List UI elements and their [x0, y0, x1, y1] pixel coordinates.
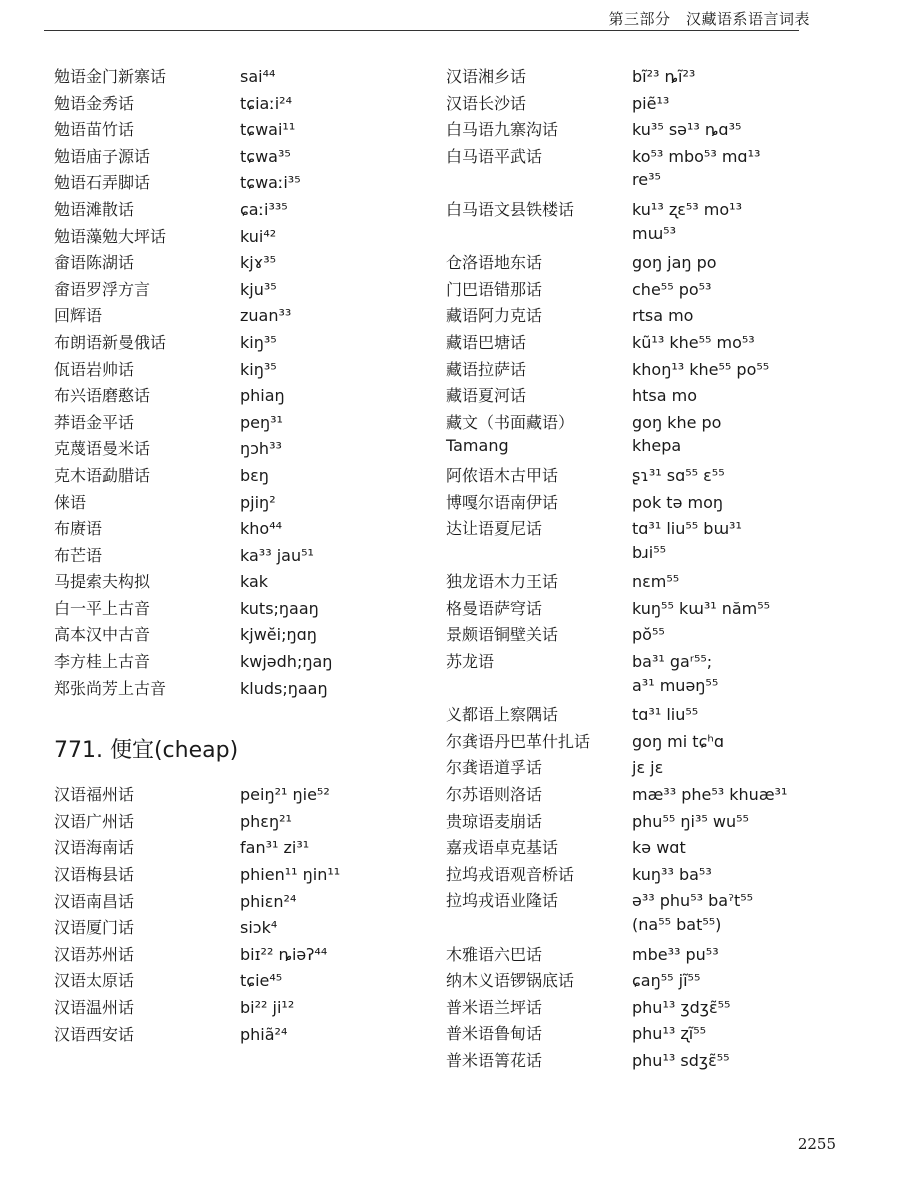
list-item: [54, 410, 434, 437]
language-name: 尔苏语则洛话: [446, 785, 543, 805]
word-form: mɯ⁵³: [632, 223, 676, 243]
list-item: [446, 622, 876, 649]
language-name: 拉坞戎语业隆话: [446, 891, 559, 911]
word-form: siɔk⁴: [240, 918, 278, 938]
language-name: 佤语岩帅话: [54, 359, 135, 379]
language-name: 藏语阿力克话: [446, 306, 543, 326]
word-form: ku¹³ ʐɛ⁵³ mo¹³: [632, 199, 742, 219]
list-item: [446, 303, 876, 330]
list-item: [54, 915, 434, 942]
word-form: goŋ jaŋ po: [632, 253, 717, 273]
word-form: pjiŋ²: [240, 492, 276, 512]
list-item: [446, 117, 876, 144]
list-item: [54, 649, 434, 676]
language-name: 布朗语新曼俄话: [54, 332, 167, 352]
word-form: khoŋ¹³ khe⁵⁵ po⁵⁵: [632, 359, 770, 379]
word-form: kjwĕi;ŋɑŋ: [240, 625, 317, 645]
page-number: 2255: [797, 1135, 836, 1153]
list-item: [446, 702, 876, 729]
list-item: [446, 968, 876, 995]
list-item: [446, 436, 876, 463]
word-form: tɑ³¹ liu⁵⁵: [632, 705, 699, 725]
language-name: 贵琼语麦崩话: [446, 811, 543, 831]
word-form: ŋɔh³³: [240, 439, 282, 459]
language-name: 苏龙语: [446, 652, 495, 672]
language-name: 汉语厦门话: [54, 918, 135, 938]
left-column: [54, 64, 434, 1048]
list-item: [446, 357, 876, 384]
list-item: [446, 1021, 876, 1048]
language-name: 勉语金秀话: [54, 93, 135, 113]
list-item: [446, 915, 876, 942]
language-name: 白一平上古音: [54, 598, 151, 618]
language-name: 木雅语六巴话: [446, 944, 543, 964]
language-name: 仓洛语地东话: [446, 253, 543, 273]
word-form: kuŋ⁵⁵ kɯ³¹ năm⁵⁵: [632, 598, 771, 618]
language-name: 李方桂上古音: [54, 652, 151, 672]
language-name: 克木语勐腊话: [54, 465, 151, 485]
word-form: kiŋ³⁵: [240, 359, 277, 379]
list-item: [446, 64, 876, 91]
word-form: phu¹³ ʒdʒɛ̃⁵⁵: [632, 997, 731, 1017]
list-item: [446, 383, 876, 410]
word-form: piẽ¹³: [632, 93, 670, 113]
language-name: 门巴语错那话: [446, 279, 543, 299]
language-name: 克蔑语曼米话: [54, 439, 151, 459]
word-form: goŋ khe po: [632, 412, 722, 432]
language-name: 莽语金平话: [54, 412, 135, 432]
language-name: 俫语: [54, 492, 87, 512]
list-item: [54, 357, 434, 384]
list-item: [446, 197, 876, 224]
list-item: [54, 224, 434, 251]
word-form: kə wɑt: [632, 838, 686, 858]
list-item: [54, 782, 434, 809]
language-name: 阿侬语木古甲话: [446, 465, 559, 485]
word-form: phu⁵⁵ ŋi³⁵ wu⁵⁵: [632, 811, 749, 831]
list-item: [54, 676, 434, 703]
word-form: tɑ³¹ liu⁵⁵ bɯ³¹: [632, 519, 742, 539]
list-item: [54, 490, 434, 517]
language-name: 布赓语: [54, 519, 103, 539]
list-item: [446, 463, 876, 490]
word-form: kjɤ³⁵: [240, 253, 277, 273]
list-item: [446, 676, 876, 703]
list-item: [446, 862, 876, 889]
word-form: pŏ⁵⁵: [632, 625, 665, 645]
word-form: tɕwai¹¹: [240, 120, 296, 140]
list-item: [54, 968, 434, 995]
word-form: mæ³³ phe⁵³ khuæ³¹: [632, 785, 788, 805]
language-name: 郑张尚芳上古音: [54, 678, 167, 698]
word-form: tɕiaːi²⁴: [240, 93, 292, 113]
word-form: khepa: [632, 436, 682, 456]
word-form: ko⁵³ mbo⁵³ mɑ¹³: [632, 146, 761, 166]
list-item: [54, 569, 434, 596]
language-name: 普米语箐花话: [446, 1050, 543, 1070]
language-name: 汉语苏州话: [54, 944, 135, 964]
list-item: [446, 91, 876, 118]
language-name: 藏语夏河话: [446, 386, 527, 406]
word-form: kuts;ŋaaŋ: [240, 598, 319, 618]
language-name: 独龙语木力王话: [446, 572, 559, 592]
list-item: [446, 729, 876, 756]
language-name: 普米语鲁甸话: [446, 1024, 543, 1044]
word-form: ba³¹ gaʳ⁵⁵;: [632, 652, 713, 672]
list-item: [446, 596, 876, 623]
language-name: 回辉语: [54, 306, 103, 326]
word-form: kwjədh;ŋaŋ: [240, 652, 333, 672]
header-rule: [44, 30, 799, 31]
word-form: bĩ²³ ȵĩ²³: [632, 67, 696, 86]
language-name: 畲语陈湖话: [54, 253, 135, 273]
word-form: bi²² ji¹²: [240, 998, 295, 1017]
language-name: 景颇语铜壁关话: [446, 625, 559, 645]
list-item: [446, 410, 876, 437]
language-name: 义都语上察隅话: [446, 705, 559, 725]
list-item: [54, 889, 434, 916]
language-name: 汉语南昌话: [54, 891, 135, 911]
left-list-bottom: [54, 782, 434, 1048]
language-name: 畲语罗浮方言: [54, 279, 151, 299]
list-item: [446, 809, 876, 836]
list-item: [54, 862, 434, 889]
word-form: peŋ³¹: [240, 412, 283, 432]
language-name: 勉语石弄脚话: [54, 173, 151, 193]
language-name: 汉语广州话: [54, 811, 135, 831]
list-item: [446, 755, 876, 782]
language-name: 布芒语: [54, 545, 103, 565]
language-name: 汉语西安话: [54, 1024, 135, 1044]
language-name: 藏语巴塘话: [446, 332, 527, 352]
language-name: 纳木义语锣锅底话: [446, 971, 575, 991]
language-name: 汉语湘乡话: [446, 67, 527, 86]
word-form: bɹi⁵⁵: [632, 542, 667, 562]
word-form: phiɛn²⁴: [240, 891, 297, 911]
language-name: 勉语藻勉大坪话: [54, 226, 167, 246]
word-form: pok tə moŋ: [632, 492, 724, 512]
language-name: 尔龚语道孚话: [446, 758, 543, 778]
list-item: [54, 144, 434, 171]
language-name: 汉语海南话: [54, 838, 135, 858]
language-name: 勉语庙子源话: [54, 146, 151, 166]
word-form: kju³⁵: [240, 279, 277, 299]
language-name: 白马语文县铁楼话: [446, 199, 575, 219]
language-name: 尔龚语丹巴革什扎话: [446, 731, 591, 751]
list-item: [54, 91, 434, 118]
language-name: 汉语太原话: [54, 971, 135, 991]
word-form: kiŋ³⁵: [240, 332, 277, 352]
language-name: 勉语滩散话: [54, 199, 135, 219]
word-form: phu¹³ ʐĩ⁵⁵: [632, 1024, 707, 1044]
word-form: kuŋ³³ ba⁵³: [632, 864, 712, 884]
word-form: kluds;ŋaaŋ: [240, 678, 328, 698]
list-item: [446, 144, 876, 171]
word-form: kak: [240, 572, 269, 592]
word-form: mbe³³ pu⁵³: [632, 944, 719, 964]
list-item: [446, 250, 876, 277]
language-name: 达让语夏尼话: [446, 519, 543, 539]
running-head: 第三部分 汉藏语系语言词表: [608, 10, 810, 28]
language-name: 汉语温州话: [54, 998, 135, 1017]
language-name: 汉语福州话: [54, 785, 135, 805]
word-form: phu¹³ sdʒɛ̃⁵⁵: [632, 1050, 730, 1070]
word-form: rtsa mo: [632, 306, 694, 326]
list-item: [446, 543, 876, 570]
list-item: [446, 330, 876, 357]
list-item: [54, 64, 434, 91]
word-form: htsa mo: [632, 386, 698, 406]
word-form: (na⁵⁵ bat⁵⁵): [632, 915, 722, 934]
list-item: [446, 224, 876, 251]
language-name: 白马语九寨沟话: [446, 120, 559, 140]
word-form: ɕaŋ⁵⁵ jĩ⁵⁵: [632, 971, 701, 991]
list-item: [54, 1022, 434, 1049]
language-name: 白马语平武话: [446, 146, 543, 166]
right-column: [446, 64, 876, 1075]
word-form: tɕwa³⁵: [240, 146, 291, 166]
language-name: Tamang: [446, 436, 509, 456]
list-item: [54, 330, 434, 357]
list-item: [446, 170, 876, 197]
word-form: ʂɿ³¹ sɑ⁵⁵ ɛ⁵⁵: [632, 465, 725, 485]
list-item: [54, 170, 434, 197]
list-item: [54, 995, 434, 1022]
list-item: [54, 622, 434, 649]
list-item: [446, 490, 876, 517]
language-name: 勉语金门新寨话: [54, 67, 167, 86]
word-form: ɕaːi³³⁵: [240, 199, 288, 219]
language-name: 拉坞戎语观音桥话: [446, 864, 575, 884]
word-form: peiŋ²¹ ŋie⁵²: [240, 785, 330, 805]
list-item: [446, 569, 876, 596]
language-name: 布兴语磨憨话: [54, 386, 151, 406]
word-form: kũ¹³ khe⁵⁵ mo⁵³: [632, 332, 755, 352]
word-form: jɛ jɛ: [632, 758, 664, 778]
word-form: nɛm⁵⁵: [632, 572, 680, 592]
list-item: [54, 383, 434, 410]
list-item: [54, 197, 434, 224]
list-item: [446, 277, 876, 304]
word-form: zuan³³: [240, 306, 292, 326]
list-item: [54, 436, 434, 463]
word-form: kho⁴⁴: [240, 519, 283, 539]
language-name: 普米语兰坪话: [446, 997, 543, 1017]
word-form: a³¹ muəŋ⁵⁵: [632, 675, 719, 695]
list-item: [54, 117, 434, 144]
language-name: 嘉戎语卓克基话: [446, 838, 559, 858]
word-form: tɕie⁴⁵: [240, 971, 283, 991]
word-form: phien¹¹ ŋin¹¹: [240, 865, 341, 885]
list-item: [54, 835, 434, 862]
list-item: [446, 1048, 876, 1075]
list-item: [54, 543, 434, 570]
word-form: phiã²⁴: [240, 1024, 288, 1044]
language-name: 高本汉中古音: [54, 625, 151, 645]
list-item: [54, 596, 434, 623]
word-form: goŋ mi tɕʰɑ: [632, 731, 724, 751]
list-item: [54, 516, 434, 543]
word-form: ka³³ jau⁵¹: [240, 545, 314, 565]
list-item: [54, 303, 434, 330]
word-form: tɕwaːi³⁵: [240, 173, 301, 193]
word-form: biɪ²² ȵiəʔ⁴⁴: [240, 944, 328, 964]
list-item: [54, 277, 434, 304]
language-name: 汉语梅县话: [54, 865, 135, 885]
list-item: [446, 782, 876, 809]
word-form: ku³⁵ sə¹³ ȵɑ³⁵: [632, 120, 742, 140]
list-item: [446, 835, 876, 862]
list-item: [54, 942, 434, 969]
language-name: 汉语长沙话: [446, 93, 527, 113]
list-item: [446, 995, 876, 1022]
language-name: 藏语拉萨话: [446, 359, 527, 379]
language-name: 勉语苗竹话: [54, 120, 135, 140]
language-name: 马提索夫构拟: [54, 572, 151, 592]
word-form: kui⁴²: [240, 226, 277, 246]
word-form: phiaŋ: [240, 386, 285, 406]
word-form: re³⁵: [632, 170, 661, 190]
list-item: [446, 516, 876, 543]
list-item: [54, 250, 434, 277]
word-form: ə³³ phu⁵³ baˀt⁵⁵: [632, 891, 754, 911]
left-list-top: [54, 64, 434, 702]
word-form: che⁵⁵ po⁵³: [632, 279, 712, 299]
list-item: [446, 888, 876, 915]
list-item: [446, 649, 876, 676]
list-item: [54, 463, 434, 490]
list-item: [54, 809, 434, 836]
word-form: phɛŋ²¹: [240, 811, 292, 831]
word-form: sai⁴⁴: [240, 67, 276, 86]
word-form: bɛŋ: [240, 465, 269, 485]
list-item: [446, 942, 876, 969]
word-form: fan³¹ zi³¹: [240, 838, 310, 858]
language-name: 格曼语萨穹话: [446, 598, 543, 618]
section-heading: 771. 便宜(cheap): [54, 738, 239, 764]
language-name: 博嘎尔语南伊话: [446, 492, 559, 512]
language-name: 藏文（书面藏语）: [446, 412, 575, 432]
